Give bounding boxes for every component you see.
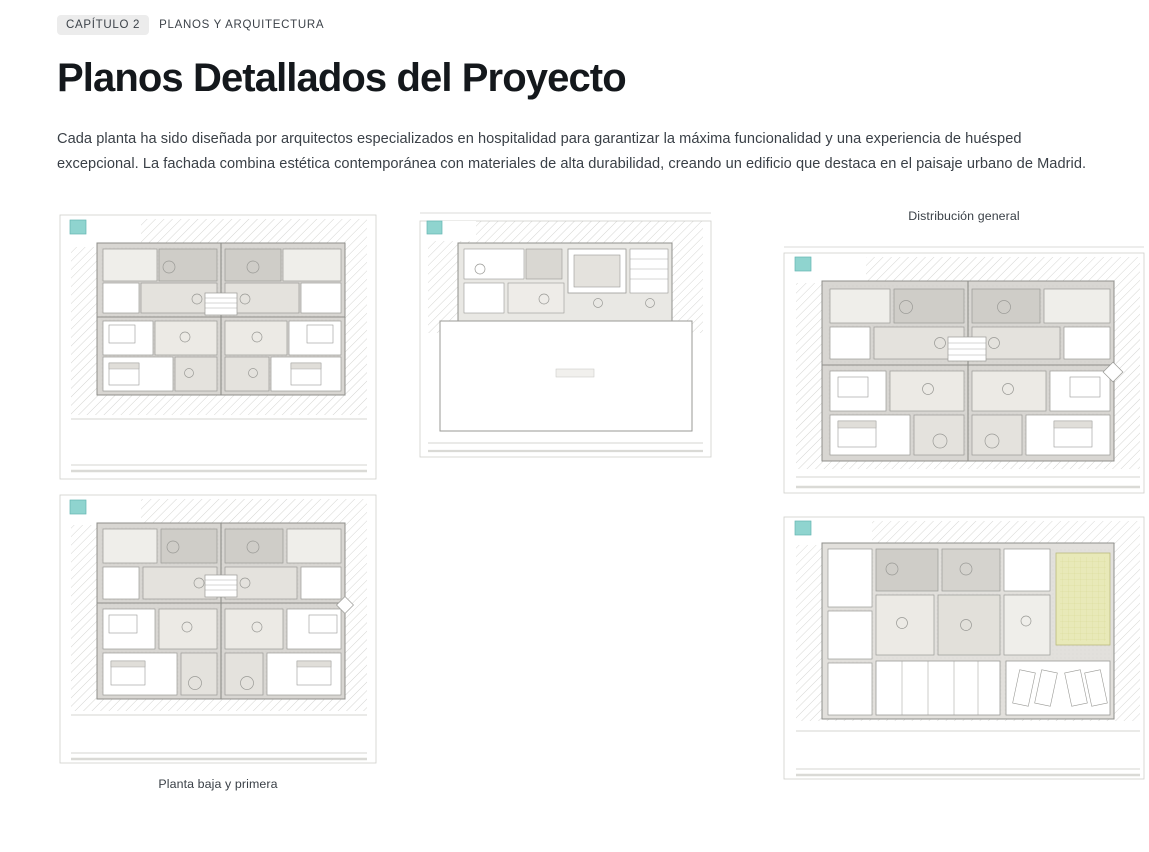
floor-plan-drawing [418,199,713,469]
floor-plan-drawing [780,513,1148,787]
page-title: Planos Detallados del Proyecto [57,56,626,100]
floor-plan-upper-left[interactable] [57,207,379,489]
breadcrumb-section: PLANOS Y ARQUITECTURA [159,19,325,31]
caption-planta-baja-primera: Planta baja y primera [158,776,278,791]
intro-paragraph: Cada planta ha sido diseñada por arquitectos especializados en hospitalidad para garantizar la máxima funcionalidad y una experiencia de huésped excepcional. La fachada combina estética contemporánea con materiales de alta durabilidad, creando un edificio que destaca en el paisaje urbano de Madrid. [57,130,1087,172]
plans-gallery [57,207,1092,791]
floor-plan-drawing [57,207,379,489]
floor-plan-lower-right[interactable] [780,513,1148,787]
breadcrumb [57,12,1092,38]
chapter-chip: CAPÍTULO 2 [57,15,149,36]
floor-plan-lower-left[interactable] [57,491,379,771]
floor-plan-upper-center[interactable] [418,199,713,469]
floor-plan-drawing [780,241,1148,501]
floor-plan-drawing [57,491,379,771]
floor-plan-upper-right[interactable] [780,241,1148,501]
caption-distribucion-general: Distribución general [908,208,1020,223]
